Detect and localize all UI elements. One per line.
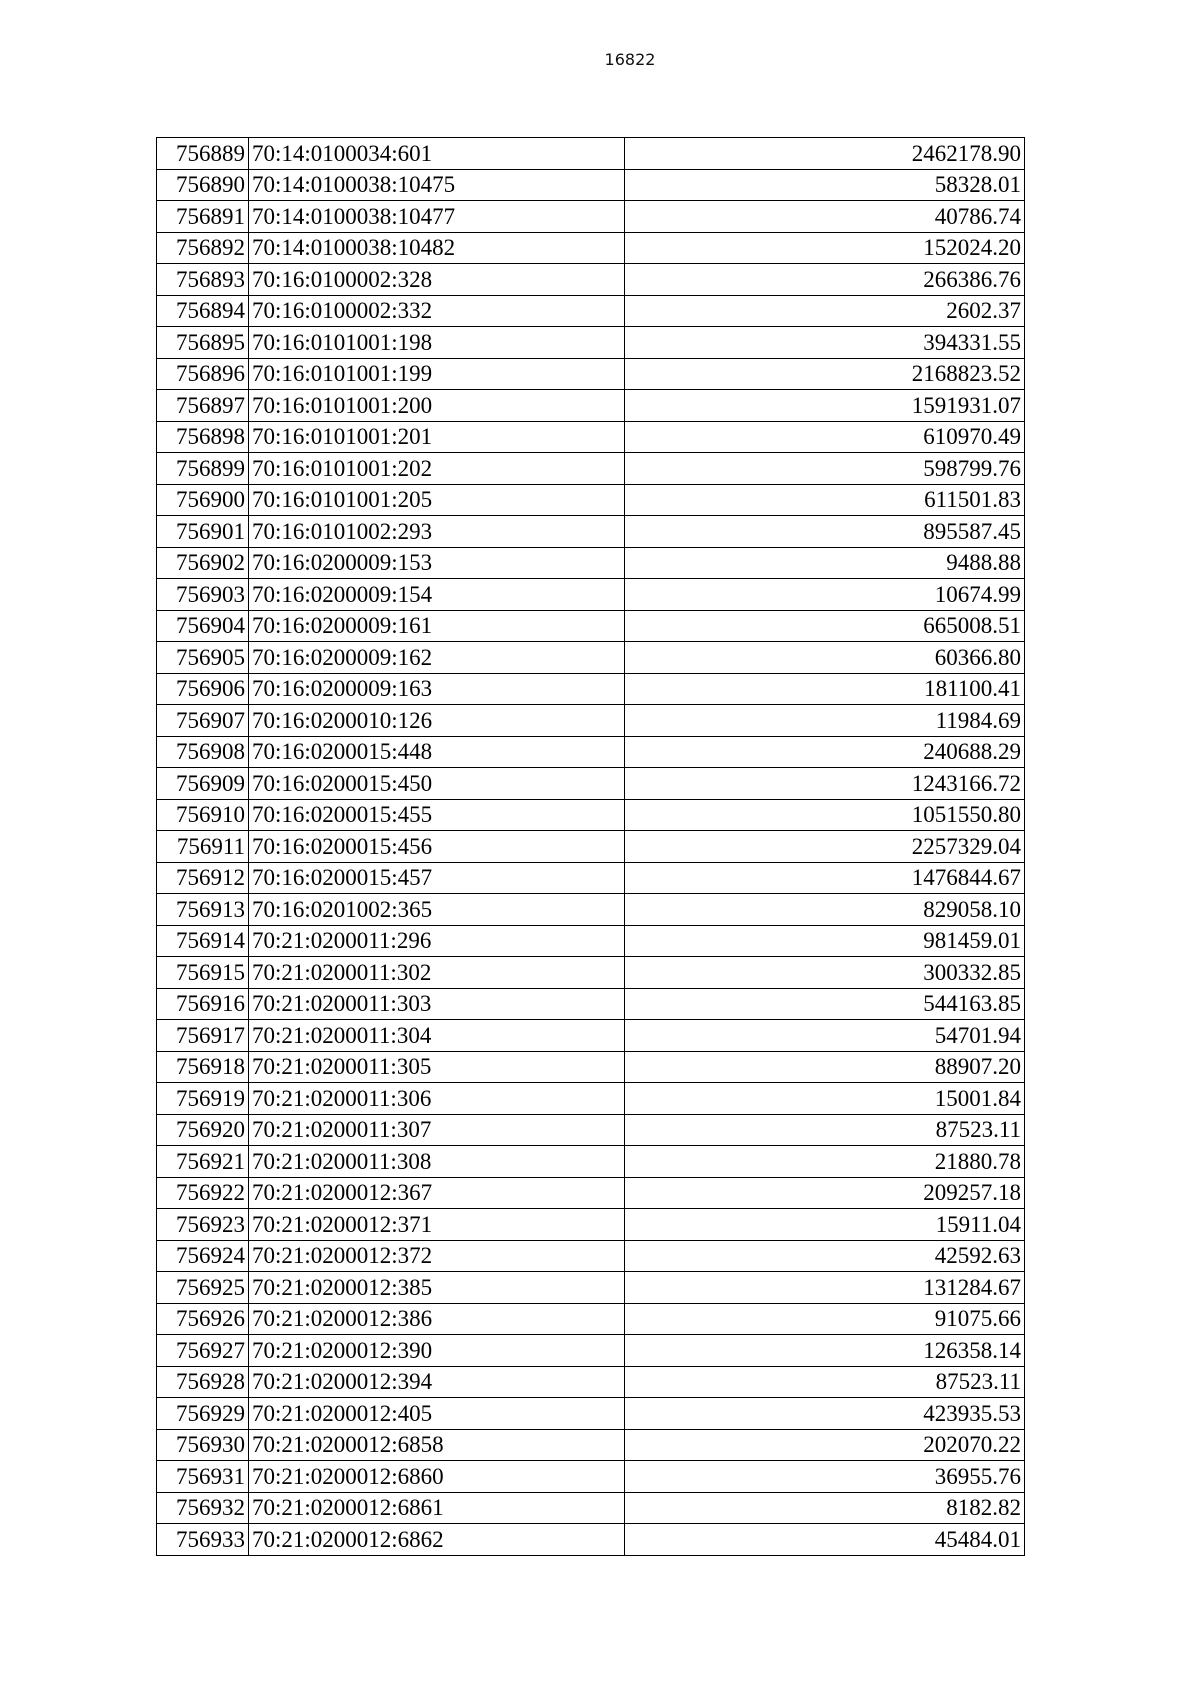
row-number-cell: 756904	[157, 610, 249, 642]
value-cell: 611501.83	[625, 484, 1025, 516]
value-cell: 202070.22	[625, 1429, 1025, 1461]
cadastral-number-cell: 70:16:0200015:450	[249, 768, 625, 800]
table-row	[157, 1083, 1025, 1115]
table-row	[157, 736, 1025, 768]
row-number-cell: 756889	[157, 138, 249, 170]
table-row	[157, 988, 1025, 1020]
row-number-cell: 756900	[157, 484, 249, 516]
table-row	[157, 831, 1025, 863]
table-row	[157, 1209, 1025, 1241]
table-row	[157, 579, 1025, 611]
table-row	[157, 1177, 1025, 1209]
cadastral-number-cell: 70:21:0200012:405	[249, 1398, 625, 1430]
cadastral-number-cell: 70:16:0200009:162	[249, 642, 625, 674]
value-cell: 131284.67	[625, 1272, 1025, 1304]
table-row	[157, 894, 1025, 926]
cadastral-number-cell: 70:16:0101001:198	[249, 327, 625, 359]
table-row	[157, 673, 1025, 705]
table-row	[157, 957, 1025, 989]
table-row	[157, 201, 1025, 233]
value-cell: 42592.63	[625, 1240, 1025, 1272]
row-number-cell: 756905	[157, 642, 249, 674]
row-number-cell: 756911	[157, 831, 249, 863]
cadastral-number-cell: 70:21:0200011:296	[249, 925, 625, 957]
table-row	[157, 1429, 1025, 1461]
table-row	[157, 1020, 1025, 1052]
cadastral-number-cell: 70:21:0200012:394	[249, 1366, 625, 1398]
row-number-cell: 756908	[157, 736, 249, 768]
row-number-cell: 756921	[157, 1146, 249, 1178]
table-row	[157, 169, 1025, 201]
table-row	[157, 768, 1025, 800]
row-number-cell: 756928	[157, 1366, 249, 1398]
cadastral-number-cell: 70:21:0200012:390	[249, 1335, 625, 1367]
row-number-cell: 756915	[157, 957, 249, 989]
cadastral-number-cell: 70:21:0200012:386	[249, 1303, 625, 1335]
value-cell: 2462178.90	[625, 138, 1025, 170]
table-row	[157, 925, 1025, 957]
cadastral-number-cell: 70:16:0101001:199	[249, 358, 625, 390]
table-row	[157, 453, 1025, 485]
value-cell: 60366.80	[625, 642, 1025, 674]
cadastral-number-cell: 70:21:0200012:371	[249, 1209, 625, 1241]
row-number-cell: 756914	[157, 925, 249, 957]
table-row	[157, 1051, 1025, 1083]
cadastral-number-cell: 70:21:0200012:372	[249, 1240, 625, 1272]
value-cell: 40786.74	[625, 201, 1025, 233]
row-number-cell: 756899	[157, 453, 249, 485]
value-cell: 15001.84	[625, 1083, 1025, 1115]
table-row	[157, 516, 1025, 548]
value-cell: 181100.41	[625, 673, 1025, 705]
value-cell: 9488.88	[625, 547, 1025, 579]
table-row	[157, 1240, 1025, 1272]
value-cell: 610970.49	[625, 421, 1025, 453]
row-number-cell: 756912	[157, 862, 249, 894]
table-row	[157, 705, 1025, 737]
table-row	[157, 1366, 1025, 1398]
row-number-cell: 756919	[157, 1083, 249, 1115]
row-number-cell: 756920	[157, 1114, 249, 1146]
cadastral-number-cell: 70:14:0100038:10477	[249, 201, 625, 233]
value-cell: 1051550.80	[625, 799, 1025, 831]
value-cell: 829058.10	[625, 894, 1025, 926]
row-number-cell: 756932	[157, 1492, 249, 1524]
value-cell: 266386.76	[625, 264, 1025, 296]
table-row	[157, 862, 1025, 894]
row-number-cell: 756927	[157, 1335, 249, 1367]
row-number-cell: 756933	[157, 1524, 249, 1556]
value-cell: 2168823.52	[625, 358, 1025, 390]
row-number-cell: 756901	[157, 516, 249, 548]
cadastral-number-cell: 70:16:0200009:163	[249, 673, 625, 705]
row-number-cell: 756906	[157, 673, 249, 705]
cadastral-number-cell: 70:21:0200011:306	[249, 1083, 625, 1115]
cadastral-number-cell: 70:21:0200012:6860	[249, 1461, 625, 1493]
table-row	[157, 1524, 1025, 1556]
table-row	[157, 232, 1025, 264]
row-number-cell: 756894	[157, 295, 249, 327]
row-number-cell: 756923	[157, 1209, 249, 1241]
value-cell: 87523.11	[625, 1114, 1025, 1146]
cadastral-number-cell: 70:16:0200009:161	[249, 610, 625, 642]
row-number-cell: 756918	[157, 1051, 249, 1083]
value-cell: 11984.69	[625, 705, 1025, 737]
cadastral-number-cell: 70:21:0200011:305	[249, 1051, 625, 1083]
value-cell: 15911.04	[625, 1209, 1025, 1241]
value-cell: 981459.01	[625, 925, 1025, 957]
value-cell: 209257.18	[625, 1177, 1025, 1209]
row-number-cell: 756891	[157, 201, 249, 233]
cadastral-number-cell: 70:16:0100002:328	[249, 264, 625, 296]
row-number-cell: 756896	[157, 358, 249, 390]
value-cell: 10674.99	[625, 579, 1025, 611]
value-cell: 21880.78	[625, 1146, 1025, 1178]
table-row	[157, 1272, 1025, 1304]
table-row	[157, 799, 1025, 831]
cadastral-number-cell: 70:21:0200012:6862	[249, 1524, 625, 1556]
row-number-cell: 756931	[157, 1461, 249, 1493]
table-body	[157, 138, 1025, 1556]
value-cell: 300332.85	[625, 957, 1025, 989]
table-row	[157, 1335, 1025, 1367]
row-number-cell: 756895	[157, 327, 249, 359]
table-row	[157, 421, 1025, 453]
row-number-cell: 756892	[157, 232, 249, 264]
cadastral-number-cell: 70:21:0200011:304	[249, 1020, 625, 1052]
cadastral-number-cell: 70:21:0200012:385	[249, 1272, 625, 1304]
value-cell: 88907.20	[625, 1051, 1025, 1083]
row-number-cell: 756897	[157, 390, 249, 422]
value-cell: 8182.82	[625, 1492, 1025, 1524]
row-number-cell: 756910	[157, 799, 249, 831]
row-number-cell: 756902	[157, 547, 249, 579]
cadastral-number-cell: 70:16:0200015:456	[249, 831, 625, 863]
cadastral-number-cell: 70:21:0200011:303	[249, 988, 625, 1020]
row-number-cell: 756909	[157, 768, 249, 800]
row-number-cell: 756898	[157, 421, 249, 453]
value-cell: 45484.01	[625, 1524, 1025, 1556]
cadastral-number-cell: 70:21:0200012:6858	[249, 1429, 625, 1461]
table-row	[157, 1492, 1025, 1524]
table-row	[157, 1303, 1025, 1335]
row-number-cell: 756924	[157, 1240, 249, 1272]
row-number-cell: 756930	[157, 1429, 249, 1461]
cadastral-number-cell: 70:16:0101001:202	[249, 453, 625, 485]
row-number-cell: 756922	[157, 1177, 249, 1209]
value-cell: 423935.53	[625, 1398, 1025, 1430]
table-row	[157, 1461, 1025, 1493]
table-row	[157, 1398, 1025, 1430]
row-number-cell: 756890	[157, 169, 249, 201]
cadastral-number-cell: 70:14:0100038:10475	[249, 169, 625, 201]
value-cell: 895587.45	[625, 516, 1025, 548]
table-row	[157, 138, 1025, 170]
row-number-cell: 756913	[157, 894, 249, 926]
cadastral-number-cell: 70:16:0101002:293	[249, 516, 625, 548]
table-row	[157, 484, 1025, 516]
value-cell: 1591931.07	[625, 390, 1025, 422]
cadastral-number-cell: 70:14:0100038:10482	[249, 232, 625, 264]
row-number-cell: 756907	[157, 705, 249, 737]
row-number-cell: 756929	[157, 1398, 249, 1430]
table-row	[157, 264, 1025, 296]
cadastral-number-cell: 70:14:0100034:601	[249, 138, 625, 170]
row-number-cell: 756893	[157, 264, 249, 296]
row-number-cell: 756903	[157, 579, 249, 611]
cadastral-number-cell: 70:21:0200012:6861	[249, 1492, 625, 1524]
table-row	[157, 358, 1025, 390]
table-row	[157, 327, 1025, 359]
value-cell: 1243166.72	[625, 768, 1025, 800]
value-cell: 544163.85	[625, 988, 1025, 1020]
cadastral-number-cell: 70:21:0200011:302	[249, 957, 625, 989]
row-number-cell: 756916	[157, 988, 249, 1020]
row-number-cell: 756917	[157, 1020, 249, 1052]
table-row	[157, 610, 1025, 642]
table-row	[157, 1114, 1025, 1146]
cadastral-number-cell: 70:16:0101001:200	[249, 390, 625, 422]
value-cell: 598799.76	[625, 453, 1025, 485]
value-cell: 240688.29	[625, 736, 1025, 768]
value-cell: 36955.76	[625, 1461, 1025, 1493]
table-row	[157, 390, 1025, 422]
cadastral-number-cell: 70:16:0200015:448	[249, 736, 625, 768]
cadastral-number-cell: 70:16:0200015:457	[249, 862, 625, 894]
table-row	[157, 295, 1025, 327]
cadastral-number-cell: 70:16:0200009:153	[249, 547, 625, 579]
cadastral-number-cell: 70:16:0101001:205	[249, 484, 625, 516]
cadastral-number-cell: 70:21:0200012:367	[249, 1177, 625, 1209]
cadastral-number-cell: 70:21:0200011:307	[249, 1114, 625, 1146]
row-number-cell: 756926	[157, 1303, 249, 1335]
row-number-cell: 756925	[157, 1272, 249, 1304]
data-table	[156, 137, 1025, 1556]
value-cell: 87523.11	[625, 1366, 1025, 1398]
value-cell: 126358.14	[625, 1335, 1025, 1367]
value-cell: 91075.66	[625, 1303, 1025, 1335]
cadastral-number-cell: 70:16:0200009:154	[249, 579, 625, 611]
value-cell: 58328.01	[625, 169, 1025, 201]
value-cell: 665008.51	[625, 610, 1025, 642]
cadastral-number-cell: 70:16:0100002:332	[249, 295, 625, 327]
table-row	[157, 547, 1025, 579]
value-cell: 2257329.04	[625, 831, 1025, 863]
value-cell: 152024.20	[625, 232, 1025, 264]
cadastral-number-cell: 70:16:0201002:365	[249, 894, 625, 926]
table-row	[157, 1146, 1025, 1178]
table-row	[157, 642, 1025, 674]
value-cell: 394331.55	[625, 327, 1025, 359]
cadastral-number-cell: 70:16:0200010:126	[249, 705, 625, 737]
value-cell: 54701.94	[625, 1020, 1025, 1052]
cadastral-number-cell: 70:16:0200015:455	[249, 799, 625, 831]
cadastral-number-cell: 70:21:0200011:308	[249, 1146, 625, 1178]
cadastral-number-cell: 70:16:0101001:201	[249, 421, 625, 453]
value-cell: 1476844.67	[625, 862, 1025, 894]
page-number: 16822	[604, 50, 656, 69]
value-cell: 2602.37	[625, 295, 1025, 327]
